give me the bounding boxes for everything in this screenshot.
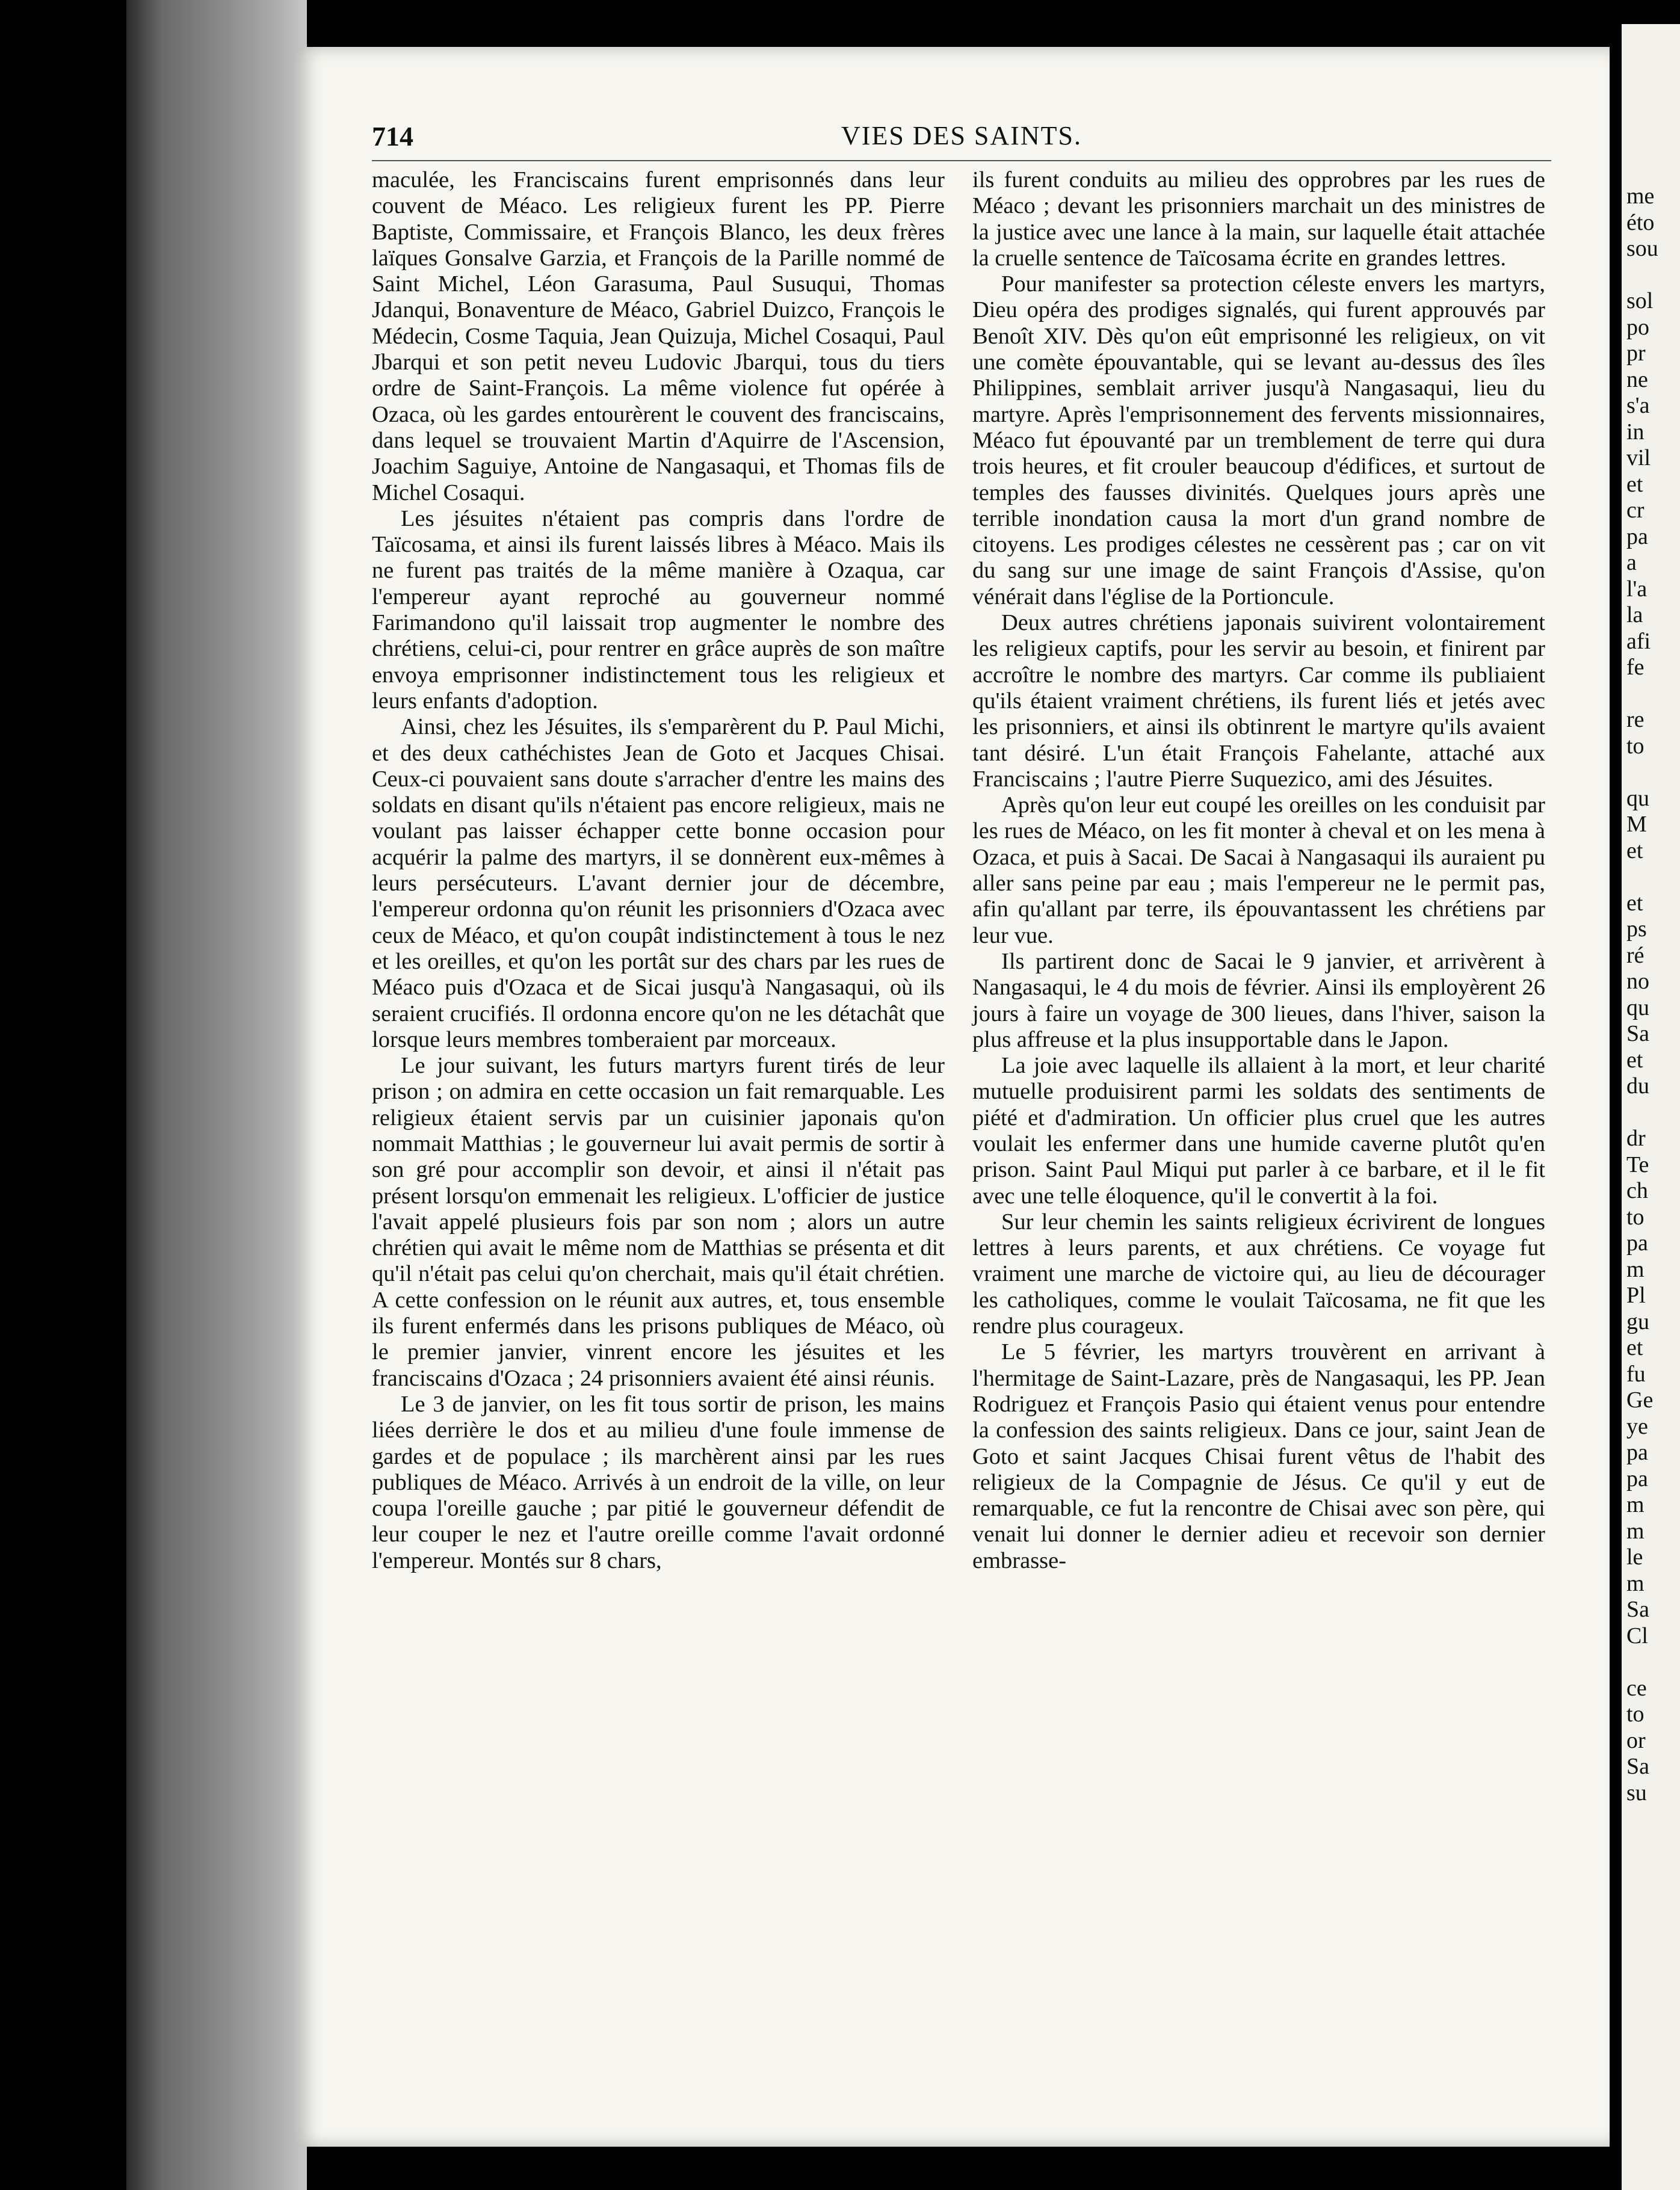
book-spine-shadow — [126, 0, 307, 2190]
paragraph: maculée, les Franciscains furent emprisonnés dans leur couvent de Méaco. Les religieux furent les PP. Pierre Baptiste, Commissaire, et François Blanco, les deux frères laïques Gonsalve Garzia, et François de la Parille nommé de Saint Michel, Léon Garasuma, Paul Susuqui, Thomas Jdanqui, Bonaventure de Méaco, Gabriel Duizco, François le Médecin, Cosme Taquia, Jean Quizuja, Michel Cosaqui, Paul Jbarqui et son petit neveu Ludovic Jbarqui, tous du tiers ordre de Saint-François. La même violence fut opérée à Ozaca, où les gardes entourèrent le couvent des franciscains, dans lequel se trouvaient Martin d'Aquirre de l'Ascension, Joachim Saguiye, Antoine de Nangasaqui, et Thomas fils de Michel Cosaqui. — [372, 167, 945, 505]
paragraph: Les jésuites n'étaient pas compris dans l'ordre de Taïcosama, et ainsi ils furent laissés libres à Méaco. Mais ils ne furent pas traités de la même manière à Ozaqua, car l'empereur ayant reproché au gouverneur nommé Farimandono qu'il laissait trop augmenter le nombre des chrétiens, celui-ci, pour rentrer en grâce auprès de son maître envoya emprisonner indistinctement tous les religieux et leurs enfants d'adoption. — [372, 505, 945, 714]
paragraph: Deux autres chrétiens japonais suivirent volontairement les religieux captifs, pour les servir au besoin, et finirent par accroître le nombre des martyrs. Car comme ils publiaient qu'ils étaient vraiment chrétiens, ils furent liés et jetés avec les prisonniers, et ainsi ils obtinrent le martyre qu'ils avaient tant désiré. L'un était François Fahelante, attaché aux Franciscains ; l'autre Pierre Suquezico, ami des Jésuites. — [972, 610, 1545, 792]
running-title: VIES DES SAINTS. — [841, 121, 1082, 150]
right-column — [972, 167, 1545, 1574]
paragraph: Ainsi, chez les Jésuites, ils s'emparèrent du P. Paul Michi, et des deux cathéchistes Jean de Goto et Jacques Chisai. Ceux-ci pouvaient sans doute s'arracher d'entre les mains des soldats en disant qu'ils n'étaient pas encore religieux, mais ne voulant pas laisser échapper cette bonne occasion pour acquérir la palme des martyrs, il se donnèrent eux-mêmes à leurs persécuteurs. L'avant dernier jour de décembre, l'empereur ordonna qu'on réunit les prisonniers d'Ozaca avec ceux de Méaco, et qu'on coupât indistinctement à tous le nez et les oreilles, et qu'on les portât sur des chars par les rues de Méaco puis d'Ozaca et de Sicai jusqu'à Nangasaqui, où ils seraient crucifiés. Il ordonna encore qu'on ne les détachât que lorsque leurs membres tomberaient par morceaux. — [372, 714, 945, 1052]
page-header — [372, 120, 1551, 156]
paragraph: Après qu'on leur eut coupé les oreilles on les conduisit par les rues de Méaco, on les fit monter à cheval et on les mena à Ozaca, et puis à Sacai. De Sacai à Nangasaqui ils auraient pu aller sans peine par eau ; mais l'empereur ne le permit pas, afin qu'allant par terre, ils épouvantassent les chrétiens par leur vue. — [972, 792, 1545, 948]
book-page — [295, 47, 1610, 2147]
paragraph: ils furent conduits au milieu des opprobres par les rues de Méaco ; devant les prisonniers marchait un des ministres de la justice avec une lance à la main, sur laquelle était attachée la cruelle sentence de Taïcosama écrite en grandes lettres. — [972, 167, 1545, 271]
adjacent-page-text: me éto sou sol po pr ne s'a in vil et cr pa a l'a la afi fe re to qu M et et ps ré no qu Sa et du dr Te ch to pa m Pl gu et fu Ge ye pa pa m m le m Sa Cl ce to or Sa su — [1626, 184, 1658, 1806]
paragraph: Le 3 de janvier, on les fit tous sortir de prison, les mains liées derrière le dos et au milieu d'une foule immense de gardes et de populace ; ils marchèrent ainsi par les rues publiques de Méaco. Arrivés à un endroit de la ville, on leur coupa l'oreille gauche ; par pitié le gouverneur défendit de leur couper le nez et l'autre oreille comme l'avait ordonné l'empereur. Montés sur 8 chars, — [372, 1391, 945, 1573]
paragraph: La joie avec laquelle ils allaient à la mort, et leur charité mutuelle produisirent parmi les soldats des sentiments de piété et d'admiration. Un officier plus cruel que les autres voulait les enfermer dans une humide caverne plutôt qu'en prison. Saint Paul Miqui put parler à ce barbare, et il le fit avec une telle éloquence, qu'il le convertit à la foi. — [972, 1053, 1545, 1209]
adjacent-page-fragment — [1622, 24, 1680, 2190]
header-rule — [372, 160, 1551, 161]
left-column — [372, 167, 945, 1574]
paragraph: Le jour suivant, les futurs martyrs furent tirés de leur prison ; on admira en cette occasion un fait remarquable. Les religieux étaient servis par un cuisinier japonais qu'on nommait Matthias ; le gouverneur lui avait permis de sortir à son gré pour accomplir son devoir, et ainsi il n'était pas présent lorsqu'on emmenait les religieux. L'officier de justice l'avait appelé plusieurs fois par son nom ; alors un autre chrétien qui avait le même nom de Matthias se présenta et dit qu'il n'était pas celui qu'on cherchait, mais qu'il était chrétien. A cette confession on le réunit aux autres, et, tous ensemble ils furent enfermés dans les prisons publiques de Méaco, où le premier janvier, vinrent encore les jésuites et les franciscains d'Ozaca ; 24 prisonniers avaient été ainsi réunis. — [372, 1053, 945, 1391]
page-number: 714 — [372, 121, 413, 152]
paragraph: Le 5 février, les martyrs trouvèrent en arrivant à l'hermitage de Saint-Lazare, près de Nangasaqui, les PP. Jean Rodriguez et François Pasio qui étaient venus pour entendre la confession des saints religieux. Dans ce jour, saint Jean de Goto et saint Jacques Chisai furent vêtus de l'habit des religieux de la Compagnie de Jésus. Ce qu'il y eut de remarquable, ce fut la rencontre de Chisai avec son père, qui venait lui donner le dernier adieu et recevoir son dernier embrasse- — [972, 1339, 1545, 1573]
paragraph: Ils partirent donc de Sacai le 9 janvier, et arrivèrent à Nangasaqui, le 4 du mois de février. Ainsi ils employèrent 26 jours à faire un voyage de 300 lieues, dans l'hiver, saison la plus affreuse et la plus insupportable dans le Japon. — [972, 948, 1545, 1052]
paragraph: Pour manifester sa protection céleste envers les martyrs, Dieu opéra des prodiges signalés, qui furent approuvés par Benoît XIV. Dès qu'on eût emprisonné les religieux, on vit une comète épouvantable, qui se levant au-dessus des îles Philippines, semblait arriver jusqu'à Nangasaqui, lieu du martyre. Après l'emprisonnement des fervents missionnaires, Méaco fut épouvanté par un tremblement de terre qui dura trois heures, et fit crouler beaucoup d'édifices, et surtout de temples des fausses divinités. Quelques jours après une terrible inondation causa la mort d'un grand nombre de citoyens. Les prodiges célestes ne cessèrent pas ; car on vit du sang sur une image de saint François d'Assise, qu'on vénérait dans l'église de la Portioncule. — [972, 271, 1545, 609]
paragraph: Sur leur chemin les saints religieux écrivirent de longues lettres à leurs parents, et aux chrétiens. Ce voyage fut vraiment une marche de victoire qui, au lieu de décourager les catholiques, comme le voulait Taïcosama, ne fit que les rendre plus courageux. — [972, 1209, 1545, 1339]
